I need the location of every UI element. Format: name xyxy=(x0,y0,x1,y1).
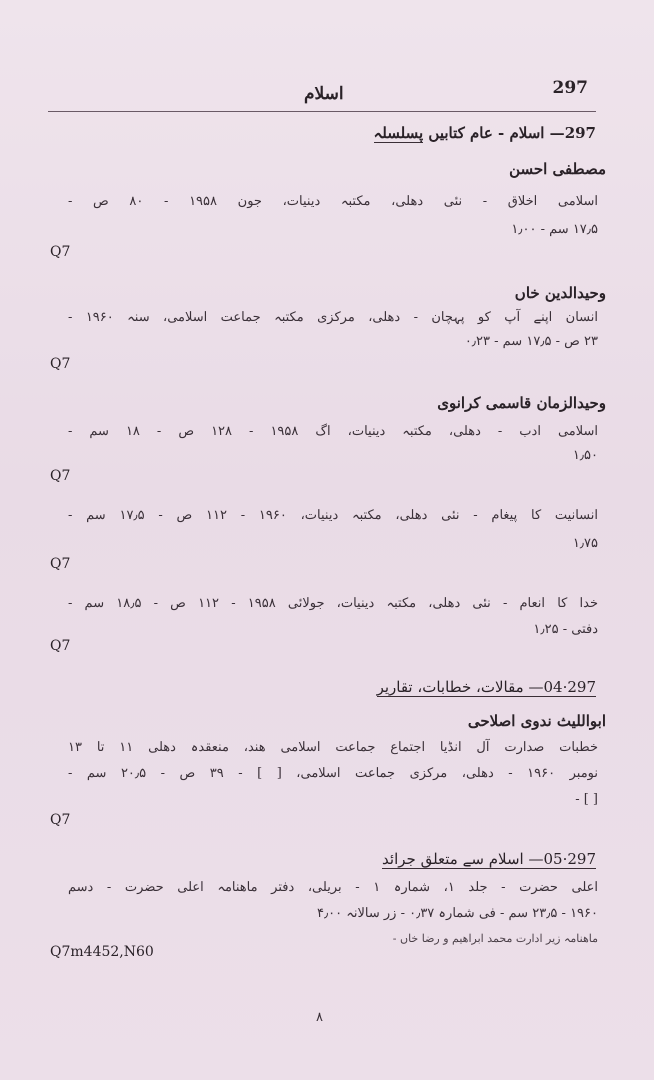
entry-author: مصطفی احسن xyxy=(509,160,606,178)
entry-line: [ ] - xyxy=(575,792,598,807)
entry-line: انسان اپنے آپ کو پہچان - دھلی، مرکزی مکتبہ جماعت اسلامی، سنہ ۱۹۶۰ - xyxy=(68,310,598,325)
section-heading-underlined: پسلسلہ xyxy=(373,124,424,142)
section-heading-main: 297— اسلام - عام کتابیں xyxy=(428,124,596,142)
entry-line: ۱٫۵۰ xyxy=(572,448,598,463)
entry-line: ۱٫۷۵ xyxy=(572,536,598,551)
entry-line: ۱۹۶۰ - ۲۳٫۵ سم - فی شمارہ ۰٫۳۷ - زر سالانہ ۴٫۰۰ xyxy=(316,906,598,921)
entry-line: ۱۷٫۵ سم - ۱٫۰۰ xyxy=(511,222,598,237)
entry-author: وحیدالزمان قاسمی کرانوی xyxy=(437,394,606,412)
section-heading-journals xyxy=(382,850,596,868)
call-number: Q7 xyxy=(50,468,71,484)
entry-author: وحیدالدین خاں xyxy=(514,284,606,302)
running-head-title: اسلام xyxy=(304,84,344,104)
call-number: Q7 xyxy=(50,812,71,828)
section-heading-speeches-text: 297·04— مقالات، خطابات، تقاریر xyxy=(376,678,596,696)
entry-line: خدا کا انعام - نئی دھلی، مکتبہ دینیات، جولائی ۱۹۵۸ - ۱۱۲ ص - ۱۸٫۵ سم - xyxy=(68,596,598,611)
entry-author: ابواللیث ندوی اصلاحی xyxy=(467,712,606,730)
call-number: Q7 xyxy=(50,244,71,260)
entry-line: اسلامی اخلاق - نئی دھلی، مکتبہ دینیات، جون ۱۹۵۸ - ۸۰ ص - xyxy=(68,194,598,209)
entry-line: ۲۳ ص - ۱۷٫۵ سم - ۰٫۲۳ xyxy=(464,334,598,349)
entry-line: اعلی حضرت - جلد ۱، شمارہ ۱ - بریلی، دفتر ماھنامہ اعلی حضرت - دسم xyxy=(68,880,598,895)
entry-line: خطبات صدارت آل انڈیا اجتماع جماعت اسلامی ھند، منعقدہ دھلی ۱۱ تا ۱۳ xyxy=(68,740,599,755)
call-number: Q7 xyxy=(50,638,71,654)
footer-mark: ۸ xyxy=(316,1010,323,1025)
entry-line: نومبر ۱۹۶۰ - دھلی، مرکزی جماعت اسلامی، [ ] - ۳۹ ص - ۲۰٫۵ سم - xyxy=(68,766,598,781)
entry-note: ماھنامہ زیر ادارت محمد ابراھیم و رضا خاں - xyxy=(392,932,598,945)
running-head xyxy=(48,72,596,112)
section-heading-journals-text: 297·05— اسلام سے متعلق جرائد xyxy=(382,850,596,868)
call-number: Q7 xyxy=(50,556,71,572)
call-number: Q7 xyxy=(50,356,71,372)
section-heading-speeches xyxy=(377,678,596,696)
entry-line: انسانیت کا پیغام - نئی دھلی، مکتبہ دینیات، ۱۹۶۰ - ۱۱۲ ص - ۱۷٫۵ سم - xyxy=(68,508,598,523)
call-number: Q7m4452,N60 xyxy=(50,944,154,960)
header-rule xyxy=(48,111,596,112)
page-number: 297 xyxy=(552,78,588,98)
entry-line: اسلامی ادب - دھلی، مکتبہ دینیات، اگ ۱۹۵۸ - ۱۲۸ ص - ۱۸ سم - xyxy=(68,424,598,439)
entry-line: دفتی - ۱٫۲۵ xyxy=(533,622,598,637)
section-heading-general xyxy=(374,124,596,142)
